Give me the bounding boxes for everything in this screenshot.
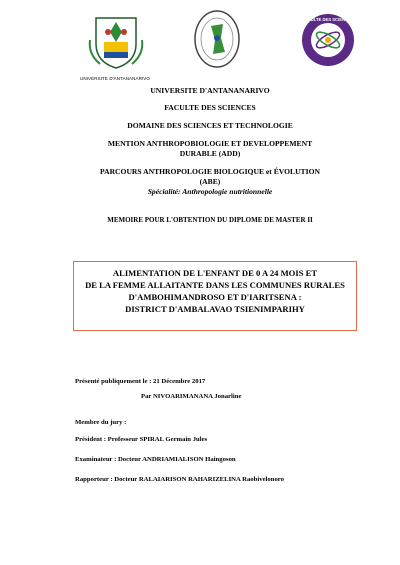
title-line-3: D'AMBOHIMANDROSO ET D'IARITSENA : <box>128 292 302 302</box>
jury-heading: Membre du jury : <box>75 419 127 426</box>
jury-rapporteur: Rapporteur : Docteur RALAIARISON RAHARIZELINA Raobivelonoro <box>75 476 284 483</box>
title-line-2: DE LA FEMME ALLAITANTE DANS LES COMMUNES RURALES <box>85 280 345 290</box>
mention-line-2: DURABLE (ADD) <box>179 149 241 158</box>
speciality: Spécialité: Anthropologie nutritionnelle <box>147 187 273 196</box>
author-name: Par NIVOARIMANANA Jonarline <box>141 393 242 400</box>
presentation-date: Présenté publiquement le : 21 Décembre 2017 <box>75 378 206 385</box>
logo-ring-text: FACULTE DES SCIENCES <box>302 17 354 22</box>
jury-president: Président : Professeur SPIRAL Germain Jules <box>75 436 208 443</box>
title-line-1: ALIMENTATION DE L'ENFANT DE 0 A 24 MOIS ET <box>112 268 318 278</box>
parcours-line-2: (ABE) <box>199 177 221 186</box>
university-logo-caption: UNIVERSITE D'ANTANANARIVO <box>79 76 151 81</box>
university-crest-logo <box>86 14 146 70</box>
mention-line-1: MENTION ANTHROPOBIOLOGIE ET DEVELOPPEMENT <box>107 139 313 148</box>
parcours-line-1: PARCOURS ANTHROPOLOGIE BIOLOGIQUE et ÉVOLUTION <box>100 167 320 176</box>
domain-name: DOMAINE DES SCIENCES ET TECHNOLOGIE <box>127 121 293 130</box>
faculty-name: FACULTE DES SCIENCES <box>164 103 256 112</box>
memoire-heading: MEMOIRE POUR L'OBTENTION DU DIPLOME DE MASTER II <box>107 216 313 224</box>
title-line-4: DISTRICT D'AMBALAVAO TSIENIMPARIHY <box>125 304 305 314</box>
faculty-emblem-logo <box>193 8 241 70</box>
jury-examinateur: Examinateur : Docteur ANDRIAMIALISON Haingoson <box>75 456 236 463</box>
university-name: UNIVERSITE D'ANTANANARIVO <box>150 86 270 95</box>
faculte-des-sciences-logo <box>300 12 356 68</box>
thesis-title <box>78 267 352 315</box>
